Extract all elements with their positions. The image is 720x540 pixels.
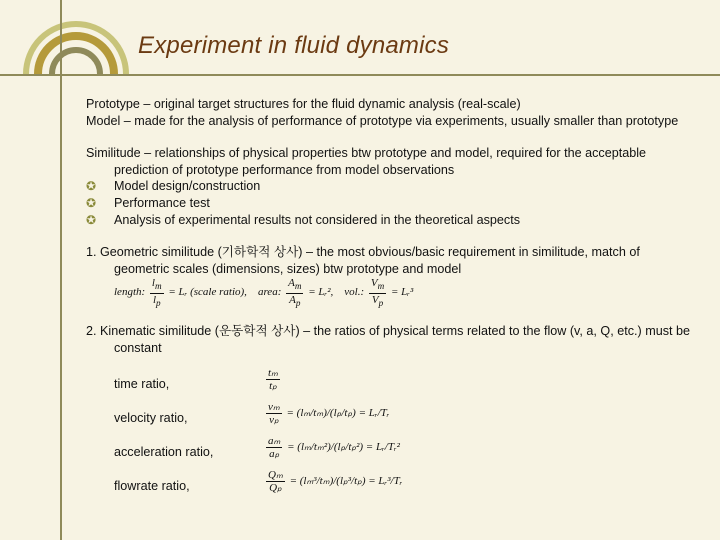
bullet-icon: ✪ [86, 179, 97, 194]
ratio-row-acceleration: acceleration ratio, $\frac{\text{aₘ}}{\text{aₚ}}$ = (lₘ/tₘ²)/(lₚ/tₚ²) = Lᵣ/Tᵣ² [114, 434, 400, 460]
page-title: Experiment in fluid dynamics [138, 32, 450, 59]
list-item: ✪ Performance test [86, 195, 210, 210]
prototype-definition: Prototype – original target structures for the fluid dynamic analysis (real-scale) [86, 97, 521, 111]
slide-content [86, 96, 696, 503]
bullet-icon: ✪ [86, 212, 97, 227]
left-divider [60, 0, 62, 540]
similitude-definition: Similitude – relationships of physical properties btw prototype and model, required for the acceptable prediction of prototype performance from model observations [86, 146, 647, 177]
list-item: ✪ Analysis of experimental results not considered in the theoretical aspects [86, 212, 521, 227]
ratio-row-flowrate: flowrate ratio, $\frac{\text{Qₘ}}{\text{Qₚ}}$ = (lₘ³/tₘ)/(lₚ³/tₚ) = Lᵣ³/Tᵣ [114, 468, 403, 494]
kinematic-similitude: 2. Kinematic similitude (운동학적 상사) – the ratios of physical terms related to the flow (v, a, Q, etc.) must be constant [86, 324, 690, 355]
bullet-icon: ✪ [86, 195, 97, 210]
ratio-row-time: time ratio, $\frac{\text{tₘ}}{\text{tₚ}}$ [114, 366, 278, 392]
model-definition: Model – made for the analysis of performance of prototype via experiments, usually smaller than prototype [86, 113, 679, 128]
geometric-equations: length: $\frac{l_m}{l_p}$ = Lᵣ (scale ratio), area: $\frac{A_m}{A_p}$ = Lᵣ², vol.: $\frac{V_m}{V_p}$ = Lᵣ³ [114, 277, 414, 308]
title-divider [0, 74, 720, 76]
list-item: ✪ Model design/construction [86, 179, 261, 194]
ratio-row-velocity: velocity ratio, $\frac{\text{vₘ}}{\text{vₚ}}$ = (lₘ/tₘ)/(lₚ/tₚ) = Lᵣ/Tᵣ [114, 400, 390, 426]
geometric-similitude: 1. Geometric similitude (기하학적 상사) – the most obvious/basic requirement in similitude, match of geometric scales (dimensions, sizes) btw prototype and model [86, 245, 640, 276]
